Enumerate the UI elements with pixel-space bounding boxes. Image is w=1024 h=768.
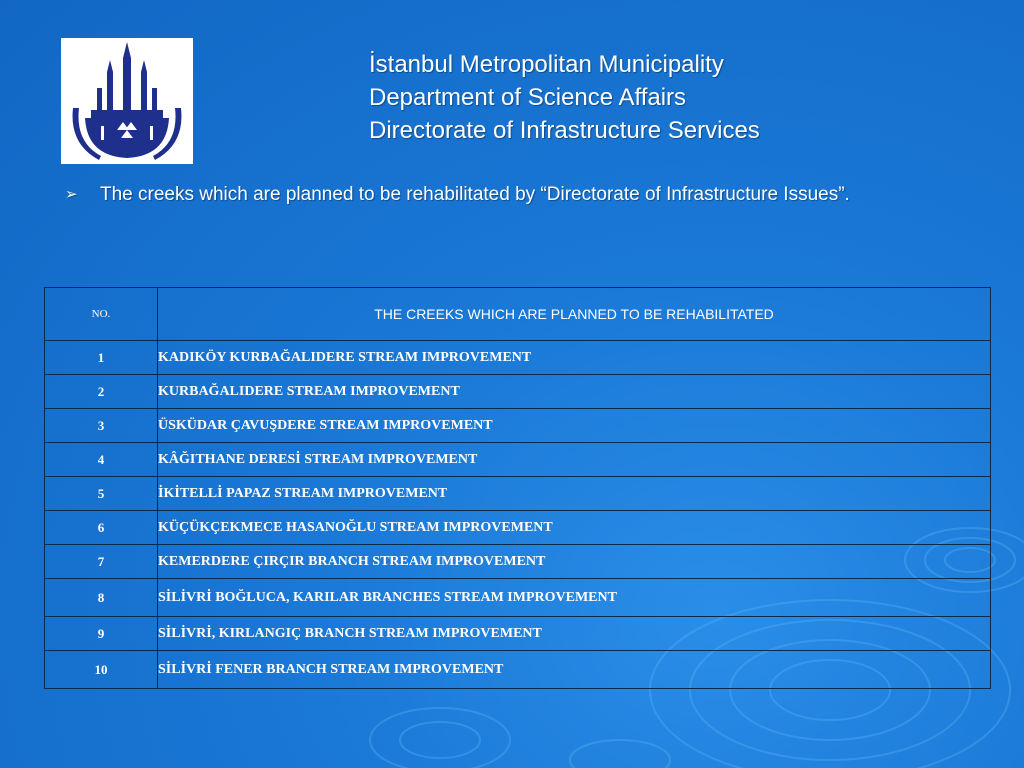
creek-name: KADIKÖY KURBAĞALIDERE STREAM IMPROVEMENT bbox=[158, 341, 991, 375]
creek-name: ÜSKÜDAR ÇAVUŞDERE STREAM IMPROVEMENT bbox=[158, 409, 991, 443]
arrow-bullet-icon: ➢ bbox=[65, 186, 78, 203]
creek-name: SİLİVRİ BOĞLUCA, KARILAR BRANCHES STREAM IMPROVEMENT bbox=[158, 579, 991, 617]
creek-name: KEMERDERE ÇIRÇIR BRANCH STREAM IMPROVEMENT bbox=[158, 545, 991, 579]
bullet-point bbox=[65, 183, 955, 206]
creek-name: SİLİVRİ, KIRLANGIÇ BRANCH STREAM IMPROVEMENT bbox=[158, 617, 991, 651]
table-row bbox=[45, 651, 991, 689]
column-header-creek: THE CREEKS WHICH ARE PLANNED TO BE REHABILITATED bbox=[158, 288, 991, 341]
table-row bbox=[45, 579, 991, 617]
bullet-text: The creeks which are planned to be rehabilitated by “Directorate of Infrastructure Issues”. bbox=[100, 184, 850, 205]
table-row bbox=[45, 477, 991, 511]
row-number: 9 bbox=[45, 617, 158, 651]
creek-name: KÂĞITHANE DERESİ STREAM IMPROVEMENT bbox=[158, 443, 991, 477]
creek-name: İKİTELLİ PAPAZ STREAM IMPROVEMENT bbox=[158, 477, 991, 511]
page-header bbox=[369, 48, 760, 147]
municipality-logo bbox=[61, 38, 193, 164]
table-row bbox=[45, 409, 991, 443]
header-organization: İstanbul Metropolitan Municipality bbox=[369, 51, 724, 78]
column-header-no: NO. bbox=[45, 288, 158, 341]
row-number: 6 bbox=[45, 511, 158, 545]
creek-name: KÜÇÜKÇEKMECE HASANOĞLU STREAM IMPROVEMENT bbox=[158, 511, 991, 545]
creek-name: SİLİVRİ FENER BRANCH STREAM IMPROVEMENT bbox=[158, 651, 991, 689]
creeks-table bbox=[44, 287, 991, 689]
table-row bbox=[45, 341, 991, 375]
row-number: 2 bbox=[45, 375, 158, 409]
header-department: Department of Science Affairs bbox=[369, 84, 687, 111]
creek-name: KURBAĞALIDERE STREAM IMPROVEMENT bbox=[158, 375, 991, 409]
row-number: 7 bbox=[45, 545, 158, 579]
header-directorate: Directorate of Infrastructure Services bbox=[369, 117, 760, 144]
table-row bbox=[45, 443, 991, 477]
row-number: 1 bbox=[45, 341, 158, 375]
table-row bbox=[45, 375, 991, 409]
row-number: 8 bbox=[45, 579, 158, 617]
table-header-row bbox=[45, 288, 991, 341]
row-number: 3 bbox=[45, 409, 158, 443]
municipality-logo-icon bbox=[61, 38, 193, 164]
table-row bbox=[45, 617, 991, 651]
table-row bbox=[45, 511, 991, 545]
table-row bbox=[45, 545, 991, 579]
row-number: 10 bbox=[45, 651, 158, 689]
row-number: 5 bbox=[45, 477, 158, 511]
row-number: 4 bbox=[45, 443, 158, 477]
